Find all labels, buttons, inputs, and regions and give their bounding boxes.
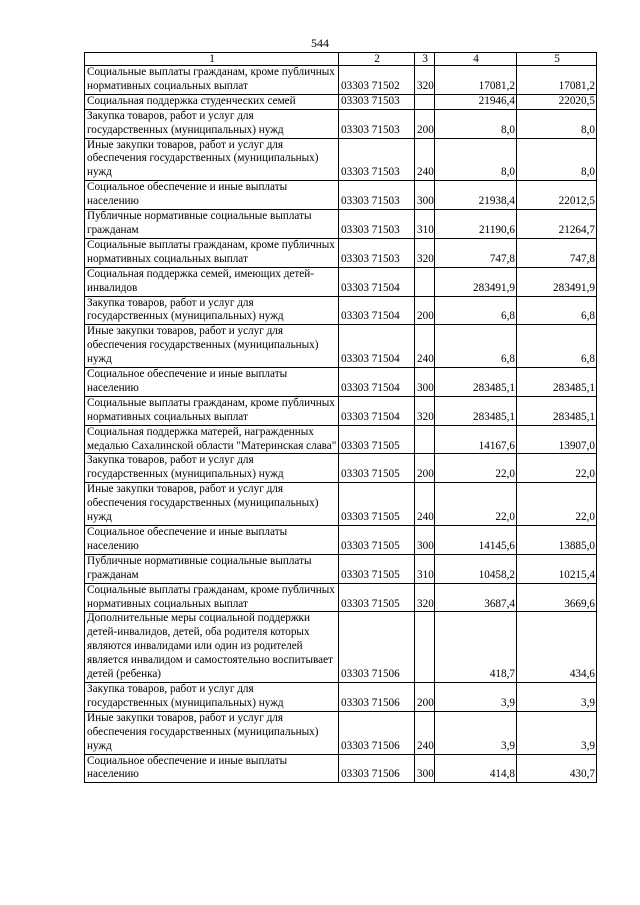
page-number: 544 (311, 36, 329, 50)
row-amount-col5-cell: 21264,7 (517, 210, 597, 239)
row-amount-col5-cell: 283491,9 (517, 267, 597, 296)
row-code-cell: 03303 71503 (339, 181, 415, 210)
row-code-cell: 03303 71503 (339, 138, 415, 181)
table-row (85, 267, 597, 296)
row-amount-col4-cell: 6,8 (435, 325, 517, 368)
row-amount-col4-cell: 22,0 (435, 483, 517, 526)
row-amount-col4-cell: 8,0 (435, 109, 517, 138)
row-amount-col4-cell: 747,8 (435, 238, 517, 267)
row-name-cell: Публичные нормативные социальные выплаты гражданам (85, 210, 339, 239)
row-name-cell: Закупка товаров, работ и услуг для государственных (муниципальных) нужд (85, 109, 339, 138)
row-amount-col5-cell: 22,0 (517, 454, 597, 483)
row-name-cell: Дополнительные меры социальной поддержки детей-инвалидов, детей, оба родителя которых являются инвалидами или один из родителей является инвалидом и самостоятельно воспитывает детей (ребенка) (85, 612, 339, 683)
table-row (85, 425, 597, 454)
row-code-cell: 03303 71503 (339, 94, 415, 109)
row-expense-type-cell: 320 (415, 396, 435, 425)
table-row (85, 612, 597, 683)
row-expense-type-cell: 200 (415, 109, 435, 138)
table-row (85, 94, 597, 109)
row-amount-col5-cell: 17081,2 (517, 66, 597, 95)
row-name-cell: Социальная поддержка матерей, награжденных медалью Сахалинской области "Материнская слава" (85, 425, 339, 454)
table-row (85, 526, 597, 555)
row-expense-type-cell: 240 (415, 483, 435, 526)
table-row (85, 583, 597, 612)
table-row (85, 368, 597, 397)
row-amount-col5-cell: 283485,1 (517, 368, 597, 397)
header-col-3: 3 (415, 53, 435, 66)
row-name-cell: Социальная поддержка семей, имеющих детей-инвалидов (85, 267, 339, 296)
table-row (85, 396, 597, 425)
row-name-cell: Социальные выплаты гражданам, кроме публичных нормативных социальных выплат (85, 583, 339, 612)
row-name-cell: Публичные нормативные социальные выплаты гражданам (85, 554, 339, 583)
row-code-cell: 03303 71505 (339, 454, 415, 483)
row-amount-col5-cell: 6,8 (517, 296, 597, 325)
row-amount-col4-cell: 283485,1 (435, 396, 517, 425)
row-code-cell: 03303 71505 (339, 526, 415, 555)
row-expense-type-cell (415, 267, 435, 296)
row-name-cell: Социальное обеспечение и иные выплаты населению (85, 181, 339, 210)
row-amount-col4-cell: 3,9 (435, 682, 517, 711)
row-expense-type-cell: 300 (415, 526, 435, 555)
table-row (85, 554, 597, 583)
row-code-cell: 03303 71502 (339, 66, 415, 95)
row-name-cell: Иные закупки товаров, работ и услуг для обеспечения государственных (муниципальных) нужд (85, 483, 339, 526)
budget-table (84, 52, 597, 783)
row-amount-col4-cell: 17081,2 (435, 66, 517, 95)
row-amount-col5-cell: 747,8 (517, 238, 597, 267)
row-amount-col5-cell: 13907,0 (517, 425, 597, 454)
row-code-cell: 03303 71504 (339, 396, 415, 425)
budget-table-body (85, 53, 597, 783)
row-code-cell: 03303 71505 (339, 425, 415, 454)
row-amount-col4-cell: 418,7 (435, 612, 517, 683)
row-amount-col5-cell: 8,0 (517, 109, 597, 138)
row-amount-col4-cell: 21190,6 (435, 210, 517, 239)
row-code-cell: 03303 71506 (339, 754, 415, 783)
row-amount-col5-cell: 434,6 (517, 612, 597, 683)
header-col-2: 2 (339, 53, 415, 66)
row-expense-type-cell: 300 (415, 368, 435, 397)
row-expense-type-cell: 310 (415, 554, 435, 583)
row-expense-type-cell: 320 (415, 66, 435, 95)
table-row (85, 454, 597, 483)
row-expense-type-cell: 240 (415, 138, 435, 181)
table-row (85, 210, 597, 239)
table-row (85, 238, 597, 267)
table-row (85, 66, 597, 95)
row-code-cell: 03303 71503 (339, 109, 415, 138)
row-name-cell: Закупка товаров, работ и услуг для государственных (муниципальных) нужд (85, 296, 339, 325)
row-name-cell: Иные закупки товаров, работ и услуг для обеспечения государственных (муниципальных) нужд (85, 138, 339, 181)
row-expense-type-cell: 200 (415, 454, 435, 483)
row-expense-type-cell (415, 94, 435, 109)
header-col-4: 4 (435, 53, 517, 66)
row-amount-col4-cell: 3,9 (435, 711, 517, 754)
table-row (85, 325, 597, 368)
row-code-cell: 03303 71506 (339, 612, 415, 683)
row-name-cell: Социальное обеспечение и иные выплаты населению (85, 526, 339, 555)
row-name-cell: Социальные выплаты гражданам, кроме публичных нормативных социальных выплат (85, 66, 339, 95)
row-amount-col5-cell: 3669,6 (517, 583, 597, 612)
row-amount-col5-cell: 3,9 (517, 682, 597, 711)
table-row (85, 682, 597, 711)
header-col-1: 1 (85, 53, 339, 66)
row-code-cell: 03303 71506 (339, 682, 415, 711)
table-row (85, 711, 597, 754)
row-amount-col5-cell: 13885,0 (517, 526, 597, 555)
row-expense-type-cell: 200 (415, 682, 435, 711)
row-code-cell: 03303 71505 (339, 554, 415, 583)
row-code-cell: 03303 71506 (339, 711, 415, 754)
row-amount-col5-cell: 8,0 (517, 138, 597, 181)
row-name-cell: Социальная поддержка студенческих семей (85, 94, 339, 109)
row-amount-col4-cell: 10458,2 (435, 554, 517, 583)
row-name-cell: Социальные выплаты гражданам, кроме публичных нормативных социальных выплат (85, 238, 339, 267)
row-amount-col4-cell: 283485,1 (435, 368, 517, 397)
row-expense-type-cell: 300 (415, 754, 435, 783)
row-expense-type-cell: 310 (415, 210, 435, 239)
row-expense-type-cell: 240 (415, 711, 435, 754)
row-name-cell: Закупка товаров, работ и услуг для государственных (муниципальных) нужд (85, 682, 339, 711)
row-amount-col4-cell: 14145,6 (435, 526, 517, 555)
row-code-cell: 03303 71503 (339, 238, 415, 267)
row-name-cell: Социальное обеспечение и иные выплаты населению (85, 754, 339, 783)
row-expense-type-cell: 320 (415, 238, 435, 267)
row-name-cell: Закупка товаров, работ и услуг для государственных (муниципальных) нужд (85, 454, 339, 483)
row-code-cell: 03303 71505 (339, 483, 415, 526)
row-expense-type-cell (415, 425, 435, 454)
row-name-cell: Социальное обеспечение и иные выплаты населению (85, 368, 339, 397)
row-name-cell: Социальные выплаты гражданам, кроме публичных нормативных социальных выплат (85, 396, 339, 425)
row-expense-type-cell: 200 (415, 296, 435, 325)
row-amount-col4-cell: 6,8 (435, 296, 517, 325)
row-amount-col5-cell: 6,8 (517, 325, 597, 368)
table-header-row (85, 53, 597, 66)
row-amount-col5-cell: 430,7 (517, 754, 597, 783)
row-amount-col4-cell: 21938,4 (435, 181, 517, 210)
row-expense-type-cell (415, 612, 435, 683)
row-name-cell: Иные закупки товаров, работ и услуг для обеспечения государственных (муниципальных) нужд (85, 711, 339, 754)
row-expense-type-cell: 300 (415, 181, 435, 210)
row-amount-col5-cell: 22012,5 (517, 181, 597, 210)
table-row (85, 138, 597, 181)
row-amount-col4-cell: 414,8 (435, 754, 517, 783)
row-code-cell: 03303 71504 (339, 368, 415, 397)
table-row (85, 181, 597, 210)
row-amount-col5-cell: 22020,5 (517, 94, 597, 109)
table-row (85, 296, 597, 325)
table-row (85, 109, 597, 138)
row-code-cell: 03303 71504 (339, 267, 415, 296)
row-amount-col4-cell: 14167,6 (435, 425, 517, 454)
table-row (85, 483, 597, 526)
row-amount-col5-cell: 283485,1 (517, 396, 597, 425)
row-name-cell: Иные закупки товаров, работ и услуг для обеспечения государственных (муниципальных) нужд (85, 325, 339, 368)
row-amount-col5-cell: 3,9 (517, 711, 597, 754)
row-amount-col5-cell: 22,0 (517, 483, 597, 526)
row-code-cell: 03303 71503 (339, 210, 415, 239)
row-amount-col4-cell: 21946,4 (435, 94, 517, 109)
table-row (85, 754, 597, 783)
row-code-cell: 03303 71504 (339, 296, 415, 325)
row-expense-type-cell: 240 (415, 325, 435, 368)
row-amount-col4-cell: 8,0 (435, 138, 517, 181)
row-expense-type-cell: 320 (415, 583, 435, 612)
row-amount-col5-cell: 10215,4 (517, 554, 597, 583)
row-code-cell: 03303 71505 (339, 583, 415, 612)
header-col-5: 5 (517, 53, 597, 66)
row-amount-col4-cell: 3687,4 (435, 583, 517, 612)
row-amount-col4-cell: 283491,9 (435, 267, 517, 296)
row-amount-col4-cell: 22,0 (435, 454, 517, 483)
row-code-cell: 03303 71504 (339, 325, 415, 368)
